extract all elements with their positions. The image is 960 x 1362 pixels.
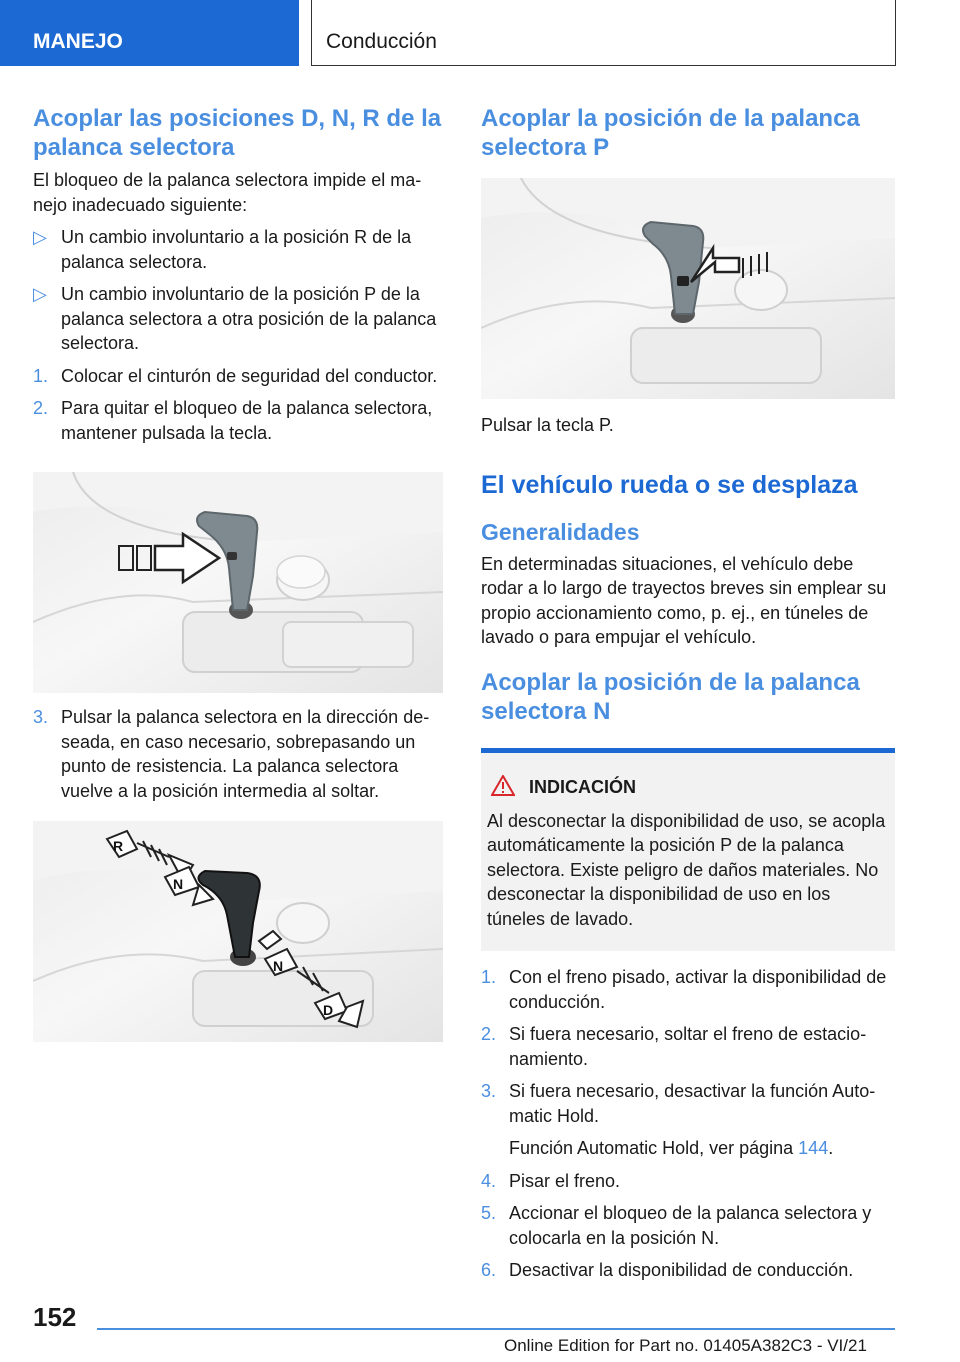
label-d: D xyxy=(323,1002,334,1018)
step-item: 1. Colocar el cinturón de seguridad del conductor. xyxy=(33,365,438,386)
selector-lever-positions-figure xyxy=(33,821,443,1042)
caption-press-p: Pulsar la tecla P. xyxy=(481,415,614,435)
left-column xyxy=(33,104,445,1042)
step-item: 6. Desactivar la disponibilidad de conducción. xyxy=(481,1260,854,1280)
page-link[interactable]: 144 xyxy=(798,1138,829,1158)
edition-footer: Online Edition for Part no. 01405A382C3 - VI/21 xyxy=(504,1336,867,1355)
heading-position-n: Acoplar la posición de la palanca selectora N xyxy=(481,668,860,725)
triangle-bullet-icon: ▷ xyxy=(33,227,47,247)
label-n-up: N xyxy=(173,876,184,892)
heading-vehicle-rolls: El vehículo rueda o se desplaza xyxy=(481,470,858,499)
selector-lever-unlock-figure xyxy=(33,472,443,693)
general-paragraph: En determinadas situaciones, el vehículo debe rodar a lo largo de trayectos breves sin emplear su propio accionamiento como, p. ej., en túneles de lavado o para empujar el vehículo. xyxy=(481,553,887,647)
notice-text: Al desconectar la disponibilidad de uso, se acopla automáticamente la posición P de la palanca selectora. Existe peligro de daños materiales. No desconectar la disponibilidad de uso en los túneles de lavado. xyxy=(487,810,886,929)
selector-lever-unlock-illustration xyxy=(33,472,443,693)
label-r: R xyxy=(113,838,124,854)
p-button-illustration xyxy=(481,178,895,399)
warning-triangle-icon xyxy=(491,775,515,801)
bullet-item: ▷ Un cambio involuntario de la posición P de la palanca selectora a otra posición de la palanca selectora. xyxy=(33,284,437,353)
triangle-bullet-icon: ▷ xyxy=(33,284,47,304)
chapter-title: Conducción xyxy=(311,0,896,66)
step-item: 1. Con el freno pisado, activar la disponibilidad de conducción. xyxy=(481,967,887,1012)
step-item: 3. Pulsar la palanca selectora en la dirección deseada, en caso necesario, sobrepasando un punto de resistencia. La palanca selectora vuelve a la posición intermedia al soltar. xyxy=(33,707,430,801)
right-column xyxy=(481,104,895,1283)
page-number: 152 xyxy=(33,1302,77,1332)
section-tab: MANEJO xyxy=(0,0,299,66)
step-item: 2. Para quitar el bloqueo de la palanca selectora, mantener pulsada la tecla. xyxy=(33,398,433,443)
step-item: 4. Pisar el freno. xyxy=(481,1170,621,1191)
step-item: 5. Accionar el bloqueo de la palanca selectora y colocarla en la posición N. xyxy=(481,1203,872,1248)
notice-title: INDICACIÓN xyxy=(529,777,636,797)
intro-paragraph: El bloqueo de la palanca selectora impide el manejo inadecuado siguiente: xyxy=(33,170,422,215)
selector-lever-positions-illustration xyxy=(33,821,443,1042)
heading-position-p: Acoplar la posición de la palanca selectora P xyxy=(481,105,860,161)
step-item: 3. Si fuera necesario, desactivar la función Automatic Hold. xyxy=(481,1081,876,1126)
step-reference: Función Automatic Hold, ver página 144. xyxy=(509,1138,834,1158)
p-button-figure xyxy=(481,178,895,399)
footer-divider xyxy=(97,1328,895,1330)
label-n-down: N xyxy=(273,958,284,974)
step-item: 2. Si fuera necesario, soltar el freno de estacionamiento. xyxy=(481,1024,867,1069)
heading-general: Generalidades xyxy=(481,518,640,545)
notice-box xyxy=(481,748,895,952)
bullet-item: ▷ Un cambio involuntario a la posición R de la palanca selectora. xyxy=(33,227,412,272)
heading-dnr: Acoplar las posiciones D, N, R de la palanca selectora xyxy=(33,105,442,161)
